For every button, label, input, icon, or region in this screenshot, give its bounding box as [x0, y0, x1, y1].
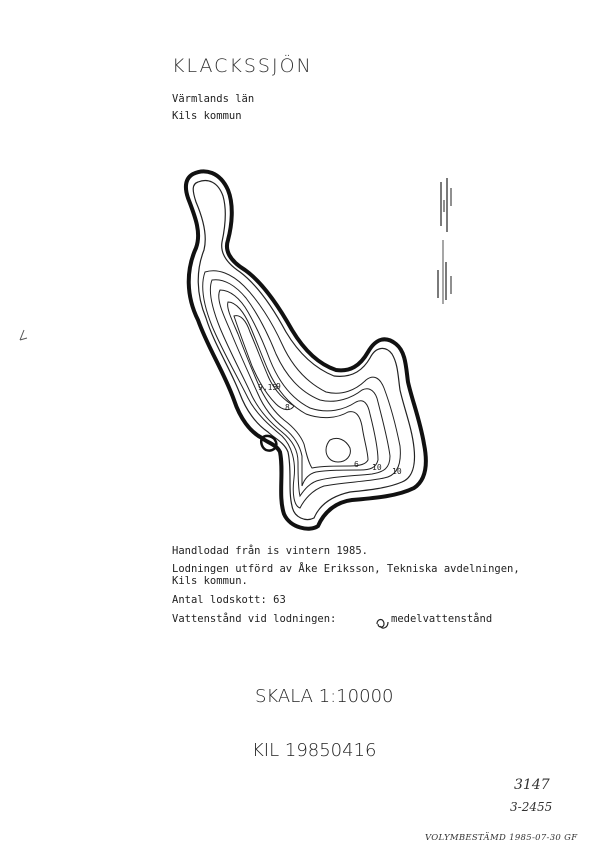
north-arrow-icon: [438, 178, 451, 304]
map-scale: SKALA 1:10000: [255, 686, 394, 707]
depth-label: 9: [276, 382, 281, 391]
shoreline: [186, 171, 426, 528]
handwritten-code: 3-2455: [510, 800, 553, 814]
handwritten-number: 3147: [514, 777, 550, 793]
map-title: KLACKSSJÖN: [172, 55, 313, 77]
water-level-symbol-icon: [377, 620, 388, 629]
margin-mark: [20, 330, 27, 340]
note-survey-method: Handlodad från is vintern 1985.: [172, 545, 368, 557]
depth-label: 10: [372, 463, 382, 472]
water-level-value: medelvattenstånd: [391, 613, 493, 625]
depth-label: 10: [392, 467, 402, 476]
depth-label: 8: [285, 403, 290, 412]
depth-label: 9,15: [258, 383, 278, 392]
map-id: KIL 19850416: [252, 740, 377, 761]
note-municipality: Kils kommun.: [172, 575, 248, 587]
depth-contour: [326, 438, 350, 462]
note-sounding-count: Antal lodskott: 63: [172, 594, 286, 606]
municipality-label: Kils kommun: [172, 110, 242, 122]
county-label: Värmlands län: [172, 93, 255, 105]
depth-label: 6: [354, 460, 359, 469]
volume-stamp: VOLYMBESTÄMD 1985-07-30 GF: [425, 833, 578, 843]
note-water-level: Vattenstånd vid lodningen:: [172, 613, 337, 625]
note-surveyor: Lodningen utförd av Åke Eriksson, Tekniska avdelningen,: [172, 563, 520, 575]
